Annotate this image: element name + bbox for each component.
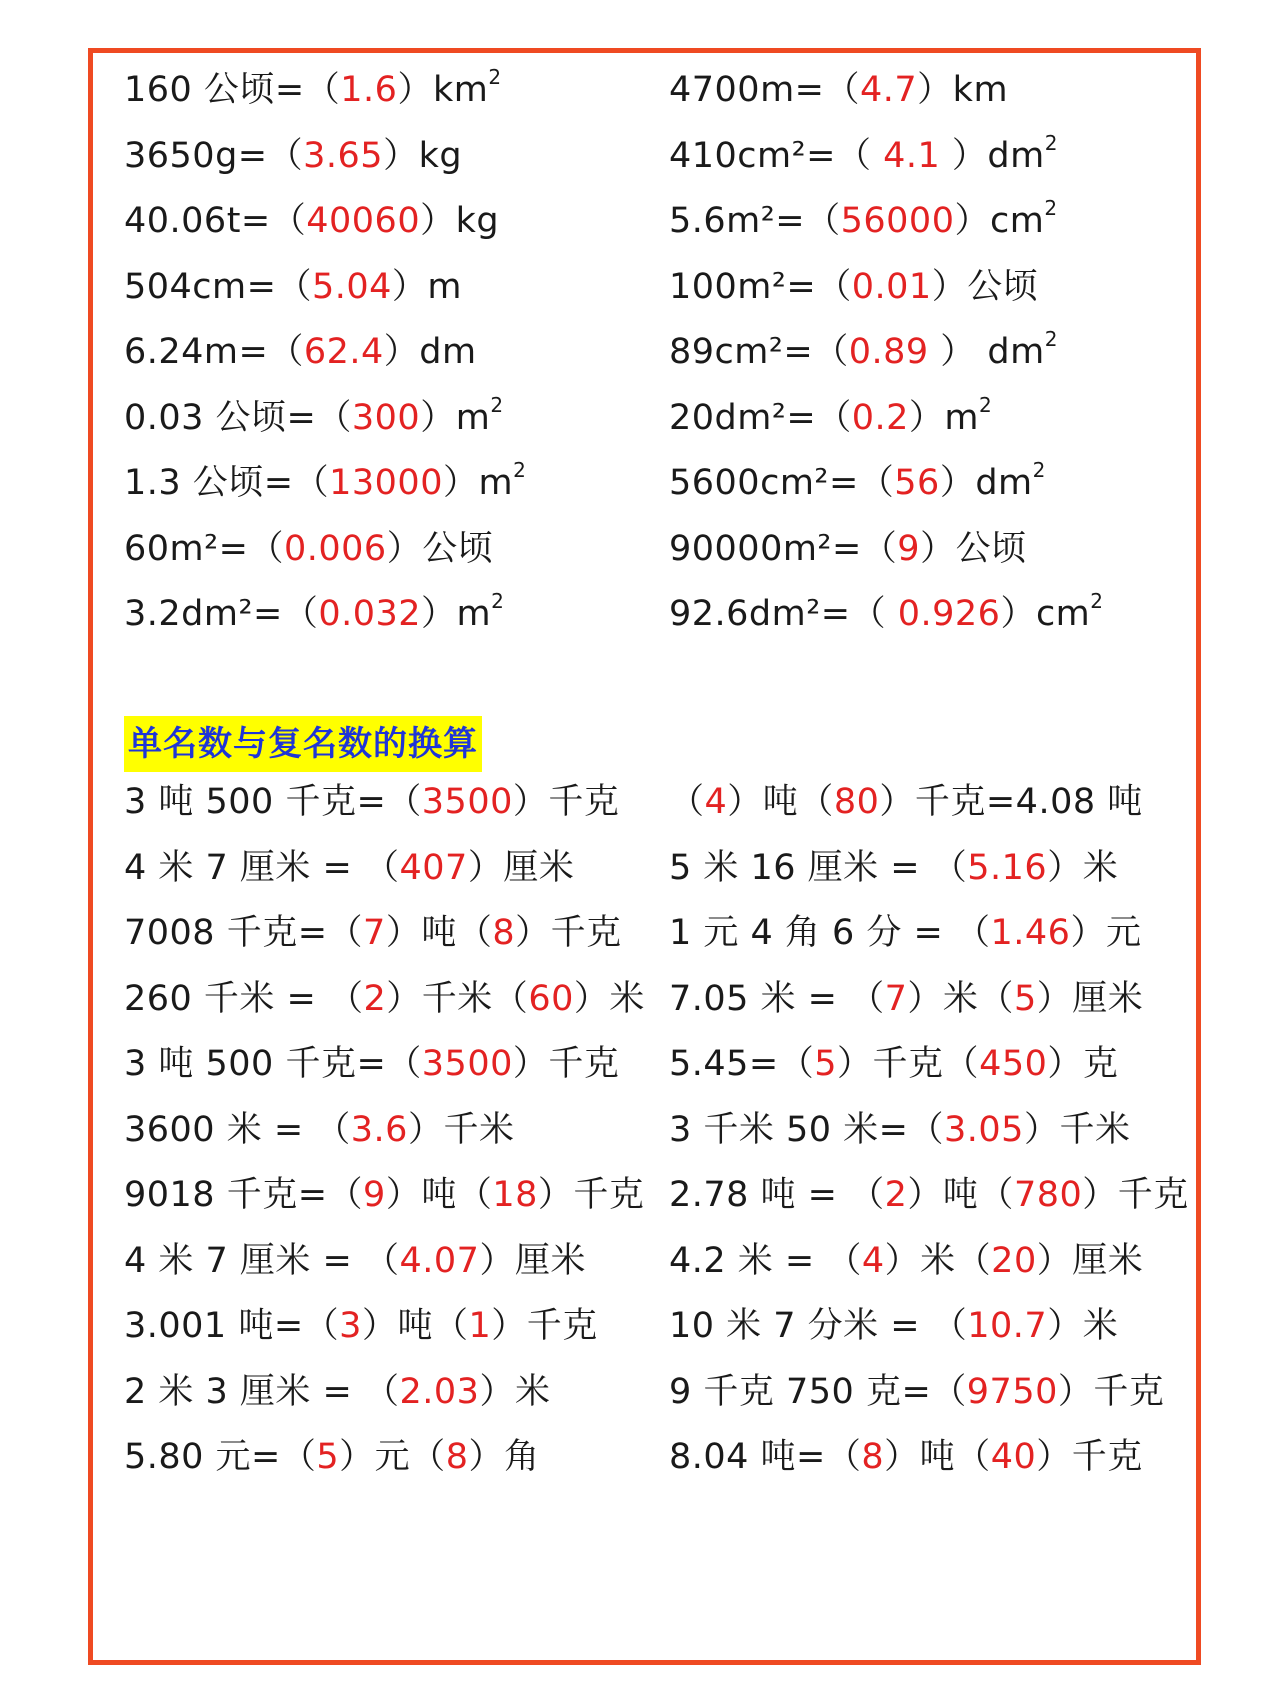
question-text: ）千克（ <box>837 1044 980 1084</box>
answer: 407 <box>399 847 468 888</box>
question-text: 100m²=（ <box>669 266 852 307</box>
question-text: 60m²=（ <box>124 528 284 569</box>
question-text: ）吨（ <box>727 782 834 822</box>
question-text: ）公顷 <box>931 266 1039 307</box>
question-text: 4700m=（ <box>669 70 860 110</box>
answer: 62.4 <box>303 332 384 372</box>
answer: 2.03 <box>399 1371 480 1412</box>
question-text: 92.6dm²=（ <box>669 594 898 634</box>
question-text: 3600 米 = （ <box>124 1109 351 1150</box>
question-text: ）千米 <box>1023 1109 1131 1150</box>
answer: 3.65 <box>303 135 384 176</box>
question-text: 3 吨 500 千克=（ <box>124 782 422 822</box>
exercise-left-7 <box>124 457 526 509</box>
answer: 5.16 <box>967 847 1048 888</box>
question-text: 3 吨 500 千克=（ <box>124 1044 422 1084</box>
exercise-right-5 <box>669 326 1058 378</box>
answer: 3.05 <box>944 1109 1024 1150</box>
answer: 450 <box>979 1044 1048 1084</box>
question-text: ）dm <box>939 463 1033 503</box>
conversion-left-7 <box>124 1169 644 1221</box>
answer: 80 <box>833 782 880 822</box>
superscript: 2 <box>1090 589 1104 614</box>
question-text: ）千克 <box>1036 1437 1143 1477</box>
superscript: 2 <box>1044 327 1058 352</box>
answer: 0.2 <box>851 397 909 438</box>
exercise-right-4 <box>669 261 1038 313</box>
conversion-right-5 <box>669 1038 1118 1090</box>
answer: 780 <box>1013 1175 1083 1215</box>
question-text: 3 千米 50 米=（ <box>669 1109 945 1150</box>
answer: 300 <box>351 397 421 438</box>
superscript: 2 <box>491 589 505 614</box>
question-text: ）米 <box>1047 847 1119 888</box>
question-text: 8.04 吨=（ <box>669 1437 862 1477</box>
answer: 1.46 <box>990 913 1071 953</box>
question-text: ）元 <box>1070 913 1142 953</box>
answer: 5.04 <box>311 266 392 307</box>
exercise-left-1 <box>124 64 502 116</box>
answer: 56000 <box>840 201 955 241</box>
answer: 1 <box>468 1306 492 1346</box>
question-text: 7.05 米 = （ <box>669 978 885 1019</box>
answer: 10.7 <box>967 1306 1048 1346</box>
answer: 8 <box>492 913 516 953</box>
question-text: ）m <box>421 594 492 634</box>
question-text: 5600cm²=（ <box>669 463 895 503</box>
question-text: ）千克 <box>515 913 622 953</box>
question-text: 20dm²=（ <box>669 397 852 438</box>
question-text: 2.78 吨 = （ <box>669 1175 885 1215</box>
answer: 4 <box>861 1240 885 1281</box>
question-text: ）千克 <box>537 1175 645 1215</box>
question-text: ） dm <box>928 332 1045 372</box>
exercise-left-3 <box>124 195 499 247</box>
conversion-right-10 <box>669 1366 1164 1418</box>
question-text: ）元（ <box>339 1437 446 1477</box>
question-text: ）米（ <box>907 978 1014 1019</box>
question-text: ）千克 <box>491 1306 598 1346</box>
exercise-right-1 <box>669 64 1008 116</box>
answer: 40060 <box>306 201 421 241</box>
exercise-right-7 <box>669 457 1046 509</box>
question-text: ）厘米 <box>1036 978 1144 1019</box>
question-text: 0.03 公顷=（ <box>124 397 352 438</box>
question-text: ）千米 <box>407 1109 515 1150</box>
conversion-right-6 <box>669 1104 1130 1156</box>
question-text: ）千克 <box>512 782 620 822</box>
question-text: ）厘米 <box>479 1240 586 1281</box>
conversion-right-2 <box>669 842 1118 894</box>
question-text: ）米（ <box>884 1240 992 1281</box>
answer: 3500 <box>421 782 513 822</box>
question-text: ）米 <box>1047 1306 1119 1346</box>
superscript: 2 <box>513 458 527 483</box>
question-text: 90000m²=（ <box>669 528 898 569</box>
conversion-left-1 <box>124 776 619 828</box>
question-text: ）千克 <box>1082 1175 1189 1215</box>
question-text: ）cm <box>1000 594 1091 634</box>
question-text: ）千克=4.08 吨 <box>879 782 1143 822</box>
answer: 4.7 <box>860 70 918 110</box>
question-text: 6.24m=（ <box>124 332 304 372</box>
question-text: ）米 <box>479 1371 551 1412</box>
answer: 60 <box>528 978 574 1019</box>
question-text: 7008 千克=（ <box>124 913 364 953</box>
exercise-right-2 <box>669 130 1058 182</box>
answer: 9 <box>363 1175 386 1215</box>
answer: 5 <box>1013 978 1037 1019</box>
answer: 3.6 <box>350 1109 408 1150</box>
conversion-right-11 <box>669 1431 1143 1483</box>
exercise-left-9 <box>124 588 504 640</box>
answer: 1.6 <box>340 70 398 110</box>
conversion-right-4 <box>669 973 1143 1025</box>
question-text: ）kg <box>420 201 500 241</box>
question-text: ）吨（ <box>361 1306 469 1346</box>
question-text: ）千克 <box>1057 1371 1165 1412</box>
answer: 3500 <box>421 1044 513 1084</box>
question-text: ）厘米 <box>1036 1240 1144 1281</box>
question-text: 4 米 7 厘米 = （ <box>124 1240 400 1281</box>
question-text: 40.06t=（ <box>124 201 307 241</box>
question-text: 1.3 公顷=（ <box>124 463 330 503</box>
exercise-left-5 <box>124 326 477 378</box>
exercise-left-4 <box>124 261 462 313</box>
question-text: 9018 千克=（ <box>124 1175 364 1215</box>
conversion-right-9 <box>669 1300 1118 1352</box>
answer: 9 <box>897 528 921 569</box>
question-text: 1 元 4 角 6 分 = （ <box>669 913 991 953</box>
question-text: 260 千米 = （ <box>124 978 364 1019</box>
answer: 0.032 <box>318 594 422 634</box>
question-text: 3.2dm²=（ <box>124 594 319 634</box>
answer: 0.006 <box>284 528 387 569</box>
question-text: ）克 <box>1047 1044 1119 1084</box>
question-text: ）m <box>391 266 463 307</box>
question-text: 5.45=（ <box>669 1044 815 1084</box>
answer: 2 <box>363 978 387 1019</box>
conversion-right-8 <box>669 1235 1143 1287</box>
answer: 40 <box>990 1437 1037 1477</box>
question-text: 504cm=（ <box>124 266 312 307</box>
question-text: （ <box>669 782 705 822</box>
exercise-right-3 <box>669 195 1058 247</box>
question-text: ）m <box>420 397 491 438</box>
conversion-left-5 <box>124 1038 619 1090</box>
question-text: 2 米 3 厘米 = （ <box>124 1371 400 1412</box>
question-text: 160 公顷=（ <box>124 70 341 110</box>
answer: 5 <box>316 1437 340 1477</box>
question-text: ）m <box>442 463 514 503</box>
conversion-left-6 <box>124 1104 514 1156</box>
question-text: 10 米 7 分米 = （ <box>669 1306 968 1346</box>
question-text: ）厘米 <box>467 847 575 888</box>
question-text: 89cm²=（ <box>669 332 849 372</box>
exercise-right-6 <box>669 392 992 444</box>
question-text: 5.6m²=（ <box>669 201 841 241</box>
superscript: 2 <box>1044 196 1058 221</box>
conversion-left-10 <box>124 1366 550 1418</box>
question-text: ）公顷 <box>386 528 494 569</box>
answer: 0.926 <box>897 594 1001 634</box>
answer: 7 <box>363 913 386 953</box>
exercise-left-6 <box>124 392 504 444</box>
question-text: 410cm²=（ <box>669 135 884 176</box>
answer: 9750 <box>966 1371 1058 1412</box>
answer: 2 <box>884 1175 908 1215</box>
question-text: ）cm <box>954 201 1045 241</box>
question-text: ）dm <box>940 135 1045 176</box>
section-heading: 单名数与复名数的换算 <box>124 716 482 772</box>
question-text: 5.80 元=（ <box>124 1437 317 1477</box>
exercise-right-8 <box>669 523 1027 575</box>
answer: 8 <box>445 1437 469 1477</box>
question-text: 3650g=（ <box>124 135 304 176</box>
conversion-left-4 <box>124 973 645 1025</box>
answer: 0.89 <box>848 332 929 372</box>
superscript: 2 <box>490 392 504 417</box>
question-text: ）吨（ <box>884 1437 991 1477</box>
question-text: 4 米 7 厘米 = （ <box>124 847 400 888</box>
answer: 4.1 <box>883 135 941 176</box>
answer: 18 <box>492 1175 538 1215</box>
question-text: ）吨（ <box>385 913 493 953</box>
answer: 5 <box>814 1044 838 1084</box>
superscript: 2 <box>1044 130 1058 155</box>
question-text: 3.001 吨=（ <box>124 1306 340 1346</box>
answer: 20 <box>991 1240 1037 1281</box>
question-text: ）km <box>397 70 489 110</box>
superscript: 2 <box>488 65 502 90</box>
question-text: 9 千克 750 克=（ <box>669 1371 967 1412</box>
answer: 4 <box>704 782 728 822</box>
question-text: ）吨（ <box>385 1175 493 1215</box>
conversion-right-7 <box>669 1169 1189 1221</box>
question-text: ）角 <box>468 1437 540 1477</box>
answer: 13000 <box>329 463 443 503</box>
answer: 0.01 <box>851 266 932 307</box>
question-text: ）千克 <box>512 1044 620 1084</box>
conversion-left-3 <box>124 907 622 959</box>
question-text: ）公顷 <box>920 528 1027 569</box>
conversion-right-1 <box>669 776 1143 828</box>
question-text: ）吨（ <box>907 1175 1014 1215</box>
answer: 3 <box>339 1306 362 1346</box>
conversion-left-2 <box>124 842 574 894</box>
answer: 56 <box>894 463 940 503</box>
exercise-left-8 <box>124 523 493 575</box>
question-text: ）千米（ <box>386 978 529 1019</box>
conversion-left-9 <box>124 1300 598 1352</box>
exercise-right-9 <box>669 588 1104 640</box>
question-text: ）米 <box>573 978 645 1019</box>
answer: 7 <box>884 978 908 1019</box>
question-text: ）dm <box>383 332 477 372</box>
question-text: 5 米 16 厘米 = （ <box>669 847 968 888</box>
conversion-right-3 <box>669 907 1141 959</box>
question-text: ）km <box>917 70 1009 110</box>
answer: 8 <box>861 1437 885 1477</box>
question-text: 4.2 米 = （ <box>669 1240 862 1281</box>
question-text: ）m <box>908 397 979 438</box>
superscript: 2 <box>1032 458 1046 483</box>
question-text: ）kg <box>383 135 463 176</box>
conversion-left-11 <box>124 1431 539 1483</box>
superscript: 2 <box>979 392 993 417</box>
answer: 4.07 <box>399 1240 480 1281</box>
exercise-left-2 <box>124 130 462 182</box>
conversion-left-8 <box>124 1235 586 1287</box>
